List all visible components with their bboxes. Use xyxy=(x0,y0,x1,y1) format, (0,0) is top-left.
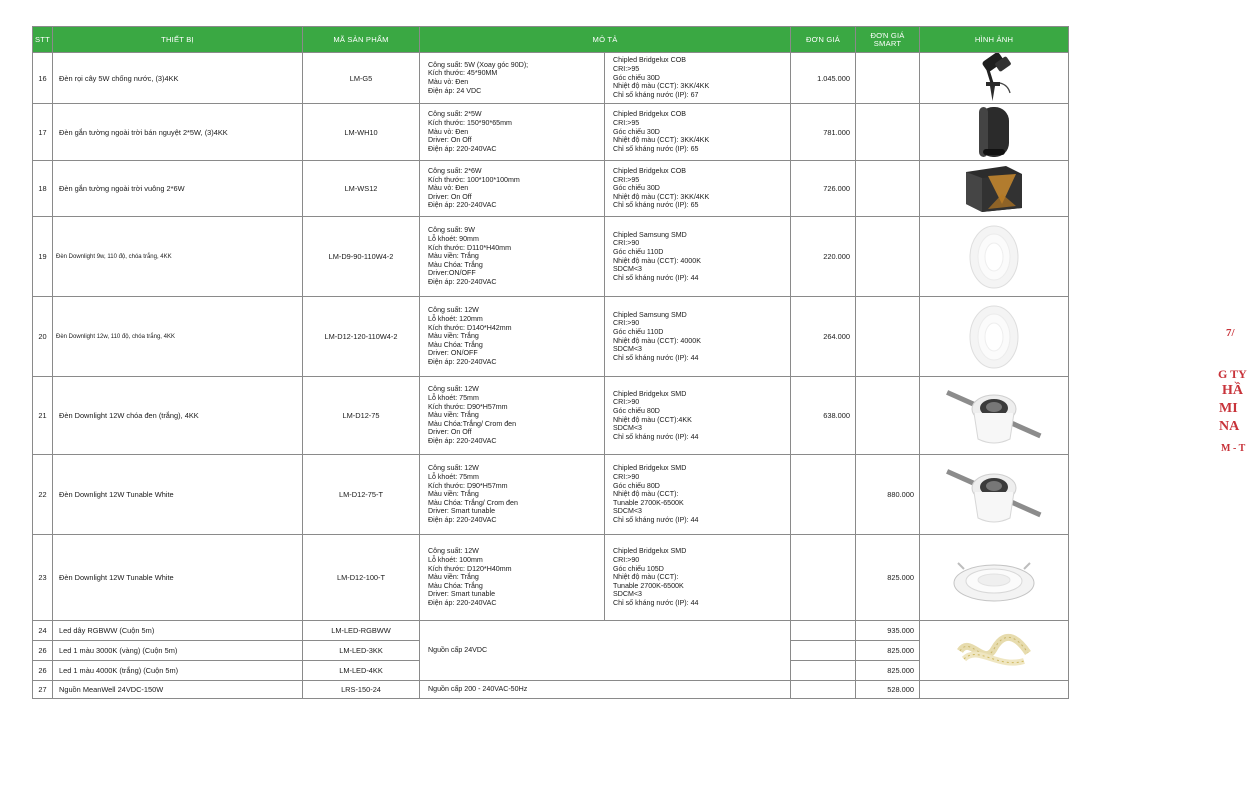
product-image xyxy=(920,161,1069,217)
product-code: LM-D9-90-110W4-2 xyxy=(303,217,420,297)
table-row xyxy=(33,161,1069,217)
description-right xyxy=(605,455,791,535)
description-right xyxy=(605,297,791,377)
header-smart-price xyxy=(856,27,920,53)
product-name: Led 1 màu 3000K (vàng) (Cuộn 5m) xyxy=(53,641,303,661)
description-line: Driver: On Off xyxy=(428,136,472,145)
description-right xyxy=(605,377,791,455)
description-line: Chỉ số kháng nước (IP): 44 xyxy=(613,353,699,362)
description-line: Màu Chóa:Trắng/ Crom đen xyxy=(428,419,517,428)
unit-price xyxy=(791,535,856,621)
header-device: THIẾT BỊ xyxy=(53,27,303,53)
description-line: Công suất: 5W (Xoay góc 90D); xyxy=(428,60,529,69)
description-line: Điện áp: 220-240VAC xyxy=(428,358,497,367)
row-number: 21 xyxy=(33,377,53,455)
description-line: Góc chiếu 110D xyxy=(613,327,664,336)
description-line: Công suất: 2*5W xyxy=(428,110,482,119)
description-line: Kích thước: D140*H42mm xyxy=(428,323,512,332)
product-name: Đèn gắn tường ngoài trời vuông 2*6W xyxy=(53,161,303,217)
product-code: LM-LED-4KK xyxy=(303,661,420,681)
product-name: Led dây RGBWW (Cuộn 5m) xyxy=(53,621,303,641)
description-line: Driver: ON/OFF xyxy=(428,349,478,358)
row-number: 27 xyxy=(33,681,53,699)
description-line: Chỉ số kháng nước (IP): 65 xyxy=(613,144,699,153)
product-code: LM-D12-75 xyxy=(303,377,420,455)
description-line: Chipled Samsung SMD xyxy=(613,310,687,319)
smart-unit-price: 825.000 xyxy=(856,641,920,661)
product-code: LM-D12-120-110W4-2 xyxy=(303,297,420,377)
product-code: LRS-150-24 xyxy=(303,681,420,699)
table-row xyxy=(33,53,1069,104)
description-left xyxy=(420,535,605,621)
description-line: Nhiệt độ màu (CCT): 3KK/4KK xyxy=(613,192,710,201)
description-line: Kích thước: 100*100*100mm xyxy=(428,175,520,184)
description-line: Tunable 2700K-6500K xyxy=(613,581,684,590)
description-line: Công suất: 9W xyxy=(428,226,475,235)
description-left xyxy=(420,53,605,104)
description-line: Góc chiếu 110D xyxy=(613,247,664,256)
unit-price xyxy=(791,681,856,699)
description-line: Nhiệt độ màu (CCT): 4000K xyxy=(613,256,701,265)
smart-unit-price xyxy=(856,297,920,377)
description-line: Chipled Bridgelux SMD xyxy=(613,464,687,473)
description-line: Nhiệt độ màu (CCT):4KK xyxy=(613,415,692,424)
header-price: ĐƠN GIÁ xyxy=(791,27,856,53)
description-line: Công suất: 12W xyxy=(428,547,479,556)
description-right xyxy=(605,217,791,297)
stamp-text: HẦ xyxy=(1222,383,1243,398)
description-line: Nhiệt độ màu (CCT): 3KK/4KK xyxy=(613,82,710,91)
table-row xyxy=(33,104,1069,161)
row-number: 26 xyxy=(33,661,53,681)
description-line: Driver:ON/OFF xyxy=(428,269,476,278)
description-line: Màu Chóa: Trắng xyxy=(428,340,483,349)
description-line: Kích thước: 45*90MM xyxy=(428,69,498,78)
description-left xyxy=(420,104,605,161)
description-left xyxy=(420,161,605,217)
description-line: CRI:>90 xyxy=(613,472,640,481)
product-name: Đèn rọi cây 5W chống nước, (3)4KK xyxy=(53,53,303,104)
description-line: Màu viền: Trắng xyxy=(428,573,479,582)
red-company-stamp xyxy=(1218,320,1249,490)
smart-unit-price: 825.000 xyxy=(856,661,920,681)
description-line: Màu vỏ: Đen xyxy=(428,184,469,193)
description-line: CRI:>95 xyxy=(613,175,640,184)
white-downlight-icon xyxy=(961,331,1027,340)
table-row xyxy=(33,535,1069,621)
product-name: Đèn gắn tường ngoài trời bán nguyệt 2*5W, (3)4KK xyxy=(53,104,303,161)
product-code: LM-LED-3KK xyxy=(303,641,420,661)
description-line: Kích thước: D120*H40mm xyxy=(428,564,512,573)
description-right xyxy=(605,161,791,217)
product-code: LM-D12-75-T xyxy=(303,455,420,535)
description-left xyxy=(420,455,605,535)
row-number: 17 xyxy=(33,104,53,161)
description-line: Góc chiếu 105D xyxy=(613,564,664,573)
description-line: Chipled Bridgelux SMD xyxy=(613,389,687,398)
description-line: Màu vỏ: Đen xyxy=(428,78,469,86)
header-image: HÌNH ẢNH xyxy=(920,27,1069,53)
description-line: Chipled Bridgelux COB xyxy=(613,110,686,119)
description-line: Driver: Smart tunable xyxy=(428,590,496,599)
description-line: Công suất: 12W xyxy=(428,464,479,473)
description-line: Góc chiếu 30D xyxy=(613,127,660,136)
description-line: Nhiệt độ màu (CCT): xyxy=(613,573,679,582)
header-smart-price-line-2: SMART xyxy=(873,38,902,48)
product-name: Nguồn MeanWell 24VDC-150W xyxy=(53,681,303,699)
recessed-spot-downlight-icon xyxy=(942,489,1046,498)
smart-unit-price xyxy=(856,377,920,455)
unit-price xyxy=(791,641,856,661)
table-row xyxy=(33,377,1069,455)
description-line: Chỉ số kháng nước (IP): 67 xyxy=(613,90,699,99)
description-line: Chipled Samsung SMD xyxy=(613,230,687,239)
product-name: Đèn Downlight 12W Tunable White xyxy=(53,455,303,535)
unit-price: 1.045.000 xyxy=(791,53,856,104)
product-code: LM-LED-RGBWW xyxy=(303,621,420,641)
description-line: Kích thước: D90*H57mm xyxy=(428,481,508,490)
description-line: Tunable 2700K-6500K xyxy=(613,498,684,507)
description-line: Màu vỏ: Đen xyxy=(428,127,469,136)
description-left xyxy=(420,217,605,297)
description-line: Chipled Bridgelux COB xyxy=(613,166,686,175)
description-line: Điện áp: 220-240VAC xyxy=(428,201,497,210)
product-name: Đèn Downlight 12W chóa đen (trắng), 4KK xyxy=(53,377,303,455)
row-number: 20 xyxy=(33,297,53,377)
description-line: Driver: On Off xyxy=(428,192,472,201)
row-number: 24 xyxy=(33,621,53,641)
description-line: Màu viền: Trắng xyxy=(428,252,479,261)
description-line: Điện áp: 24 VDC xyxy=(428,86,482,95)
description-line: CRI:>90 xyxy=(613,398,640,407)
description-right xyxy=(605,104,791,161)
description-line: Lỗ khoét: 75mm xyxy=(428,472,479,481)
smart-unit-price: 880.000 xyxy=(856,455,920,535)
description-line: Kích thước: 150*90*65mm xyxy=(428,119,512,128)
row-number: 22 xyxy=(33,455,53,535)
description-line: Màu viền: Trắng xyxy=(428,490,479,499)
description-line: Công suất: 2*6W xyxy=(428,166,482,175)
smart-unit-price xyxy=(856,53,920,104)
description-line: Lỗ khoét: 75mm xyxy=(428,393,479,402)
unit-price: 726.000 xyxy=(791,161,856,217)
product-name: Đèn Downlight 9w, 110 độ, chóa trắng, 4KK xyxy=(53,217,303,297)
description-line: Chỉ số kháng nước (IP): 44 xyxy=(613,432,699,441)
description-line: Kích thước: D110*H40mm xyxy=(428,243,511,252)
led-description: Nguồn cấp 24VDC xyxy=(420,621,791,681)
description-line: Điện áp: 220-240VAC xyxy=(428,278,497,287)
description-line: Góc chiếu 80D xyxy=(613,406,660,415)
description-line: Điện áp: 220-240VAC xyxy=(428,516,497,525)
description-line: Kích thước: D90*H57mm xyxy=(428,402,508,411)
product-image xyxy=(920,297,1069,377)
table-row xyxy=(33,681,1069,699)
unit-price xyxy=(791,455,856,535)
row-number: 16 xyxy=(33,53,53,104)
product-code: LM-D12-100-T xyxy=(303,535,420,621)
description-line: Lỗ khoét: 90mm xyxy=(428,234,479,243)
product-image xyxy=(920,377,1069,455)
smart-unit-price xyxy=(856,217,920,297)
unit-price: 638.000 xyxy=(791,377,856,455)
unit-price xyxy=(791,621,856,641)
row-number: 19 xyxy=(33,217,53,297)
stamp-text: MI xyxy=(1219,401,1238,416)
description-line: Chỉ số kháng nước (IP): 44 xyxy=(613,516,699,525)
product-image xyxy=(920,681,1069,699)
description-line: Điện áp: 220-240VAC xyxy=(428,437,497,446)
stamp-text: NA xyxy=(1219,419,1240,434)
table-header-row xyxy=(33,27,1069,53)
product-code: LM-WS12 xyxy=(303,161,420,217)
description-line: Driver: On Off xyxy=(428,428,472,437)
description-left xyxy=(420,297,605,377)
product-image xyxy=(920,53,1069,104)
square-wall-light-icon xyxy=(958,183,1030,192)
spike-spotlight-icon xyxy=(966,73,1022,82)
product-image xyxy=(920,621,1069,681)
description-line: Màu Chóa: Trắng xyxy=(428,581,483,590)
description-line: Điện áp: 220-240VAC xyxy=(428,599,497,608)
description-line: Lỗ khoét: 100mm xyxy=(428,555,483,564)
table-row xyxy=(33,455,1069,535)
description-line: Chỉ số kháng nước (IP): 44 xyxy=(613,599,699,608)
description-line: Chỉ số kháng nước (IP): 44 xyxy=(613,273,699,282)
description-line: Góc chiếu 30D xyxy=(613,184,660,193)
description-line: SDCM<3 xyxy=(613,265,642,274)
unit-price: 220.000 xyxy=(791,217,856,297)
header-stt: STT xyxy=(33,27,53,53)
smart-unit-price xyxy=(856,161,920,217)
product-image xyxy=(920,104,1069,161)
description-line: Điện áp: 220-240VAC xyxy=(428,144,497,153)
header-code: MÃ SẢN PHẨM xyxy=(303,27,420,53)
description-right xyxy=(605,535,791,621)
unit-price: 264.000 xyxy=(791,297,856,377)
description-line: CRI:>90 xyxy=(613,239,640,248)
description-line: Góc chiếu 80D xyxy=(613,481,660,490)
product-description: Nguồn cấp 200 - 240VAC-50Hz xyxy=(420,681,791,699)
header-description: MÔ TẢ xyxy=(420,27,791,53)
description-line: CRI:>95 xyxy=(613,65,640,74)
description-line: Chỉ số kháng nước (IP): 65 xyxy=(613,201,699,210)
description-line: Màu Chóa: Trắng xyxy=(428,260,483,269)
row-number: 26 xyxy=(33,641,53,661)
description-line: Màu Chóa: Trắng/ Crom đen xyxy=(428,498,518,507)
stamp-text: 7/ xyxy=(1226,327,1235,339)
smart-unit-price: 825.000 xyxy=(856,535,920,621)
description-line: SDCM<3 xyxy=(613,345,642,354)
led-strip-reel-icon xyxy=(954,645,1034,654)
description-line: CRI:>95 xyxy=(613,119,640,128)
recessed-spot-downlight-icon xyxy=(942,410,1046,419)
product-code: LM-G5 xyxy=(303,53,420,104)
unit-price xyxy=(791,661,856,681)
description-line: Driver: Smart tunable xyxy=(428,507,496,516)
description-line: Màu viền: Trắng xyxy=(428,332,479,341)
description-line: Góc chiếu 30D xyxy=(613,73,660,82)
description-line: SDCM<3 xyxy=(613,590,642,599)
row-number: 18 xyxy=(33,161,53,217)
unit-price: 781.000 xyxy=(791,104,856,161)
smart-unit-price: 528.000 xyxy=(856,681,920,699)
description-line: Nhiệt độ màu (CCT): 3KK/4KK xyxy=(613,136,710,145)
product-name: Led 1 màu 4000K (trắng) (Cuộn 5m) xyxy=(53,661,303,681)
description-line: CRI:>90 xyxy=(613,319,640,328)
description-line: Nhiệt độ màu (CCT): 4000K xyxy=(613,336,701,345)
product-image xyxy=(920,217,1069,297)
description-line: Công suất: 12W xyxy=(428,306,479,315)
row-number: 23 xyxy=(33,535,53,621)
description-line: Nhiệt độ màu (CCT): xyxy=(613,490,679,499)
product-name: Đèn Downlight 12w, 110 độ, chóa trắng, 4KK xyxy=(53,297,303,377)
stamp-text: M - T xyxy=(1221,443,1246,454)
table-row xyxy=(33,217,1069,297)
table-row xyxy=(33,621,1069,641)
description-line: Chipled Bridgelux COB xyxy=(613,56,686,65)
smart-unit-price xyxy=(856,104,920,161)
smart-unit-price: 935.000 xyxy=(856,621,920,641)
product-name: Đèn Downlight 12W Tunable White xyxy=(53,535,303,621)
description-line: Lỗ khoét: 120mm xyxy=(428,314,483,323)
product-image xyxy=(920,535,1069,621)
description-line: CRI:>90 xyxy=(613,555,640,564)
description-left xyxy=(420,377,605,455)
description-line: SDCM<3 xyxy=(613,507,642,516)
description-line: Công suất: 12W xyxy=(428,385,479,394)
description-line: Chipled Bridgelux SMD xyxy=(613,547,687,556)
white-downlight-icon xyxy=(961,251,1027,260)
product-image xyxy=(920,455,1069,535)
table-row xyxy=(33,297,1069,377)
header-smart-price-line-1: ĐƠN GIÁ xyxy=(870,30,905,40)
description-line: SDCM<3 xyxy=(613,424,642,433)
description-line: Màu viền: Trắng xyxy=(428,411,479,420)
price-table xyxy=(32,26,1069,699)
product-code: LM-WH10 xyxy=(303,104,420,161)
stamp-text: G TY xyxy=(1218,367,1247,381)
description-right xyxy=(605,53,791,104)
slim-downlight-icon xyxy=(944,572,1044,581)
half-round-wall-light-icon xyxy=(974,127,1014,136)
